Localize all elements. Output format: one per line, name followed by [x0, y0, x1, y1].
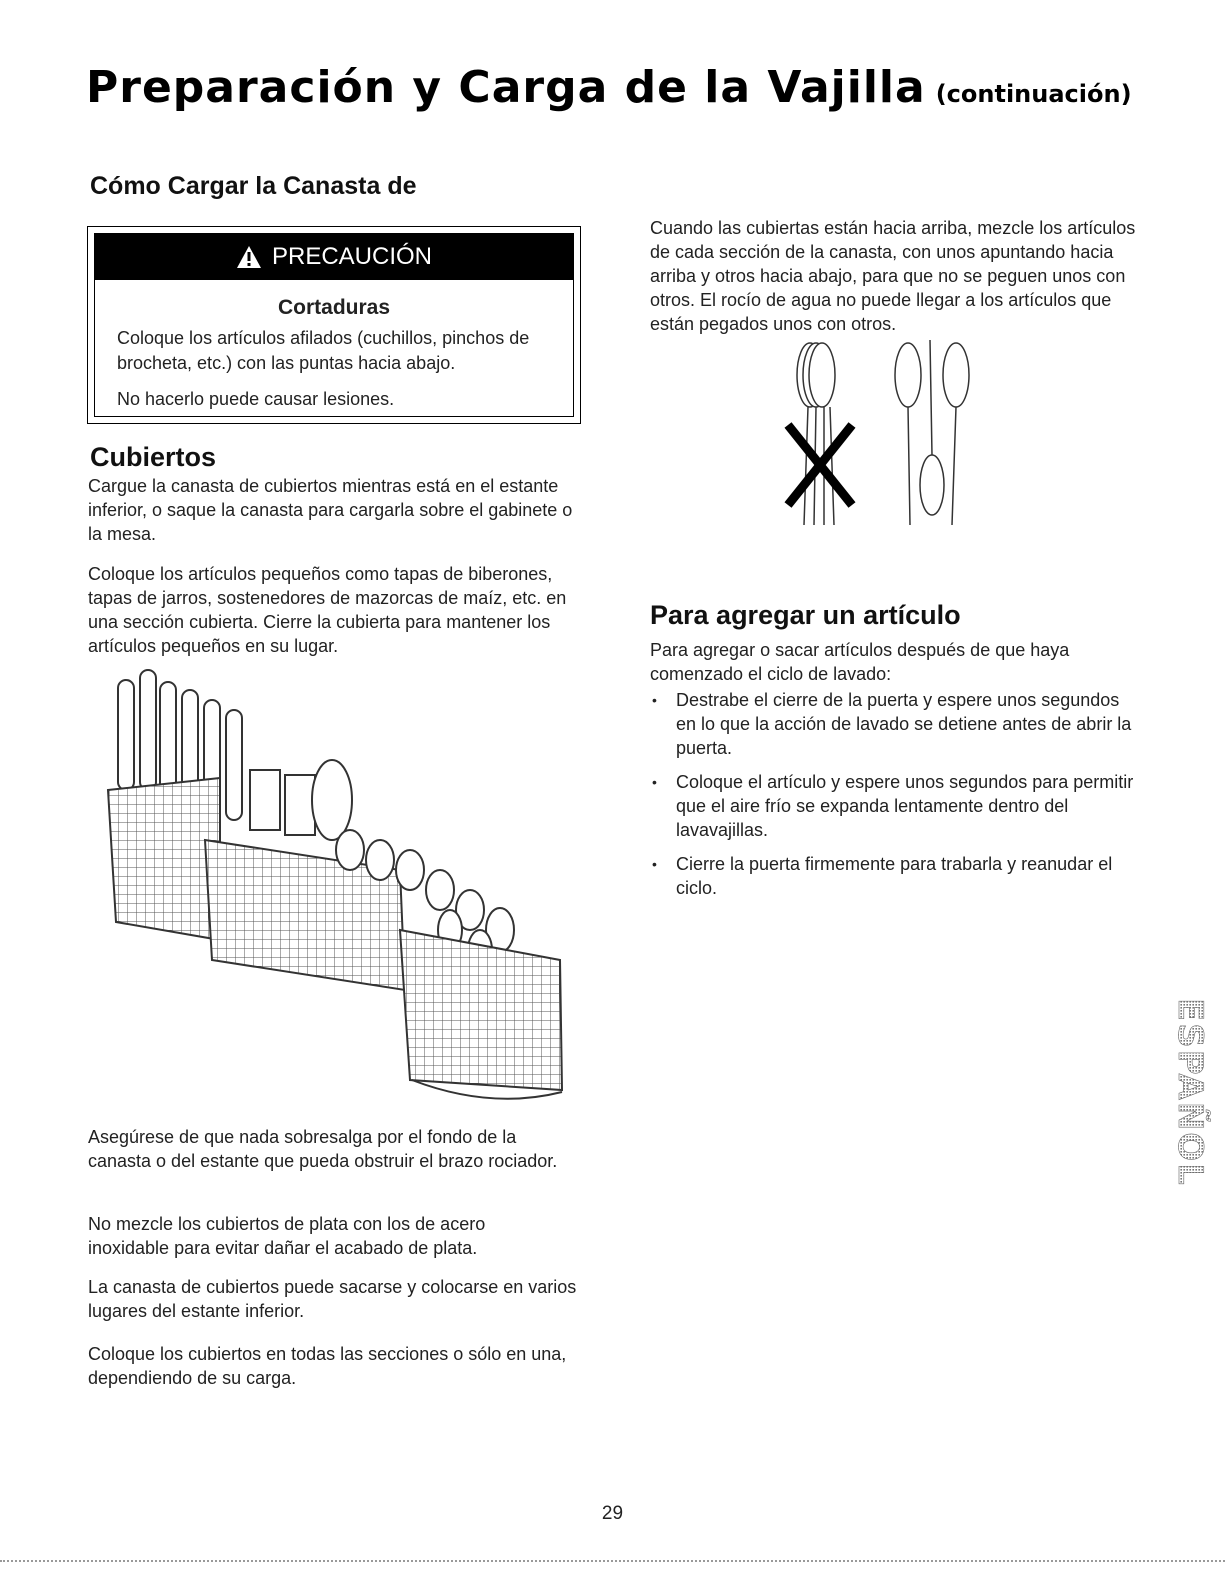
list-item: • Cierre la puerta firmemente para trabarla y reanudar el ciclo.	[650, 852, 1140, 900]
cubiertos-paragraph-4: No mezcle los cubiertos de plata con los de acero inoxidable para evitar dañar el acabado de plata.	[88, 1214, 486, 1258]
agregar-intro: Para agregar o sacar artículos después de que haya comenzado el ciclo de lavado:	[650, 640, 1070, 684]
agregar-steps-list	[650, 688, 1140, 910]
language-side-label	[1148, 998, 1210, 1228]
section-heading: Cómo Cargar la Canasta de	[90, 172, 417, 200]
silverware-basket-illustration	[100, 660, 570, 1120]
cubiertos-paragraph-6: Coloque los cubiertos en todas las secciones o sólo en una, dependiendo de su carga.	[88, 1344, 567, 1388]
cubiertos-heading: Cubiertos	[90, 442, 217, 472]
side-label-text: ESPAÑOL	[1170, 998, 1210, 1187]
page-number: 29	[601, 1503, 624, 1524]
cubiertos-paragraph-5: La canasta de cubiertos puede sacarse y colocarse en varios lugares del estante inferior.	[88, 1277, 577, 1321]
caution-box	[87, 226, 581, 424]
agregar-heading: Para agregar un artículo	[650, 600, 961, 630]
page-title-suffix: (continuación)	[935, 80, 1132, 108]
caution-consequence: No hacerlo puede causar lesiones.	[117, 389, 395, 409]
cubiertos-paragraph-3: Asegúrese de que nada sobresalga por el fondo de la canasta o del estante que pueda obstruir el brazo rociador.	[88, 1127, 558, 1171]
divider	[0, 1560, 1225, 1562]
nested-spoons-icon	[797, 343, 835, 525]
warning-icon	[236, 245, 262, 269]
caution-subtitle: Cortaduras	[277, 296, 391, 319]
alternated-spoons-icon	[895, 340, 969, 525]
cubiertos-paragraph-1: Cargue la canasta de cubiertos mientras está en el estante inferior, o saque la canasta para cargarla sobre el gabinete o la mesa.	[88, 476, 573, 544]
caution-header-label: PRECAUCIÓN	[271, 243, 433, 270]
page-title-main: Preparación y Carga de la Vajilla	[86, 62, 926, 113]
wrong-x-icon	[788, 425, 852, 505]
list-item: • Coloque el artículo y espere unos segundos para permitir que el aire frío se expanda lentamente dentro del lavavajillas.	[650, 770, 1140, 842]
list-item: • Destrabe el cierre de la puerta y espere unos segundos en lo que la acción de lavado se detiene antes de abrir la puerta.	[650, 688, 1140, 760]
page-title	[86, 62, 1132, 113]
spoon-nesting-illustration	[780, 335, 980, 530]
caution-header	[95, 234, 573, 280]
caution-text: Coloque los artículos afilados (cuchillos, pinchos de brocheta, etc.) con las puntas hacia abajo.	[117, 328, 530, 373]
right-paragraph-1: Cuando las cubiertas están hacia arriba, mezcle los artículos de cada sección de la canasta, con unos apuntando hacia arriba y otros hacia abajo, para que no se peguen unos con otros. El rocío de agua no puede llegar a los artículos que están pegados unos con otros.	[650, 218, 1136, 334]
cubiertos-paragraph-2: Coloque los artículos pequeños como tapas de biberones, tapas de jarros, sostenedores de mazorcas de maíz, etc. en una sección cubierta. Cierre la cubierta para mantener los artículos pequeños en su lugar.	[88, 564, 567, 656]
